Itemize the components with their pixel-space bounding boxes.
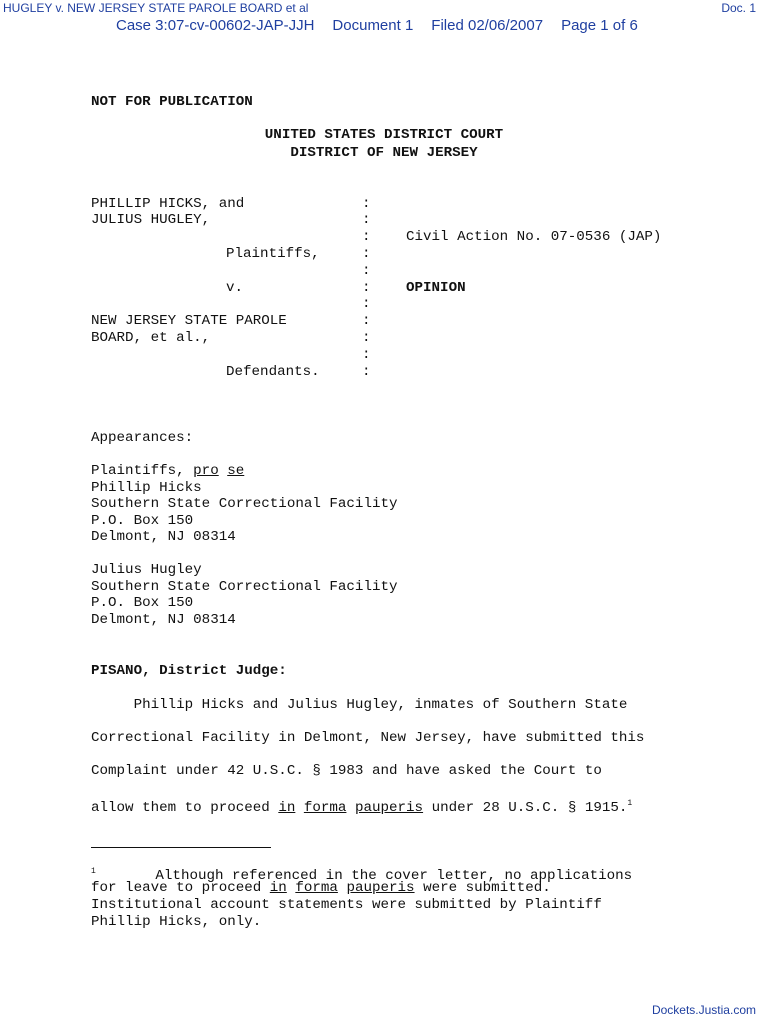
- document-label: Document 1: [332, 17, 414, 34]
- footnote-text: were submitted.: [414, 880, 551, 896]
- case-meta: [116, 17, 656, 34]
- docket-title-link[interactable]: HUGLEY v. NEW JERSEY STATE PAROLE BOARD et al: [3, 1, 309, 15]
- address-line: Southern State Correctional Facility: [91, 579, 398, 595]
- body-text: allow them to proceed: [91, 800, 279, 816]
- pauperis-word: pauperis: [346, 880, 415, 896]
- pauperis-word: pauperis: [354, 800, 424, 816]
- footnote-line: Institutional account statements were submitted by Plaintiff: [91, 897, 602, 913]
- address-line: Delmont, NJ 08314: [91, 612, 236, 628]
- caption-defendant-2: BOARD, et al.,: [91, 330, 211, 346]
- footnote-line: Phillip Hicks, only.: [91, 914, 262, 930]
- caption-colon: :: [362, 229, 371, 245]
- caption-colon: :: [362, 296, 371, 312]
- caption-plaintiffs-label: Plaintiffs,: [226, 246, 320, 262]
- caption-colon: :: [362, 212, 371, 228]
- judge-heading: PISANO, District Judge:: [91, 663, 287, 679]
- body-line: Correctional Facility in Delmont, New Jersey, have submitted this: [91, 730, 645, 746]
- forma-word: forma: [303, 800, 347, 816]
- court-name: UNITED STATES DISTRICT COURT: [264, 127, 504, 143]
- civil-action-number: Civil Action No. 07-0536 (JAP): [406, 229, 662, 245]
- caption-colon: :: [362, 330, 371, 346]
- in-word: in: [269, 880, 287, 896]
- address-line: Southern State Correctional Facility: [91, 496, 398, 512]
- footnote-divider: [91, 847, 271, 848]
- caption-colon: :: [362, 246, 371, 262]
- caption-plaintiff-1: PHILLIP HICKS, and: [91, 196, 245, 212]
- plaintiffs-label: Plaintiffs,: [91, 463, 194, 479]
- caption-versus: v.: [226, 280, 244, 296]
- caption-colon: :: [362, 280, 371, 296]
- plaintiffs-pro-se: [91, 463, 244, 480]
- address-line: Julius Hugley: [91, 562, 202, 578]
- doc-number: Doc. 1: [721, 1, 756, 15]
- body-line: Phillip Hicks and Julius Hugley, inmates of Southern State: [91, 697, 628, 713]
- address-line: P.O. Box 150: [91, 513, 194, 529]
- se-word: se: [227, 463, 245, 479]
- address-line: Phillip Hicks: [91, 480, 202, 496]
- caption-colon: :: [362, 313, 371, 329]
- appearances-heading: Appearances:: [91, 430, 194, 446]
- in-word: in: [278, 800, 296, 816]
- caption-plaintiff-2: JULIUS HUGLEY,: [91, 212, 211, 228]
- page-indicator: Page 1 of 6: [561, 17, 638, 34]
- body-line: Complaint under 42 U.S.C. § 1983 and have asked the Court to: [91, 763, 602, 779]
- opinion-label: OPINION: [406, 280, 466, 296]
- court-district: DISTRICT OF NEW JERSEY: [290, 145, 478, 161]
- caption-defendants-label: Defendants.: [226, 364, 320, 380]
- body-line: [91, 796, 632, 817]
- caption-colon: :: [362, 196, 371, 212]
- body-text: under 28 U.S.C. § 1915.: [423, 800, 628, 816]
- footnote-text: Although referenced in the cover letter, no applications: [95, 868, 633, 884]
- justia-link[interactable]: Dockets.Justia.com: [651, 1003, 756, 1017]
- forma-word: forma: [295, 880, 338, 896]
- caption-colon: :: [362, 263, 371, 279]
- pro-word: pro: [193, 463, 219, 479]
- footnote-line: [91, 880, 551, 897]
- caption-colon: :: [362, 347, 371, 363]
- case-number: Case 3:07-cv-00602-JAP-JJH: [116, 17, 315, 34]
- caption-defendant-1: NEW JERSEY STATE PAROLE: [91, 313, 287, 329]
- filed-date: Filed 02/06/2007: [431, 17, 544, 34]
- footnote-reference[interactable]: 1: [627, 799, 633, 808]
- footnote-text: for leave to proceed: [91, 880, 270, 896]
- not-for-publication: NOT FOR PUBLICATION: [91, 94, 253, 110]
- footnote-marker: 1: [91, 867, 96, 876]
- caption-colon: :: [362, 364, 371, 380]
- address-line: P.O. Box 150: [91, 595, 194, 611]
- address-line: Delmont, NJ 08314: [91, 529, 236, 545]
